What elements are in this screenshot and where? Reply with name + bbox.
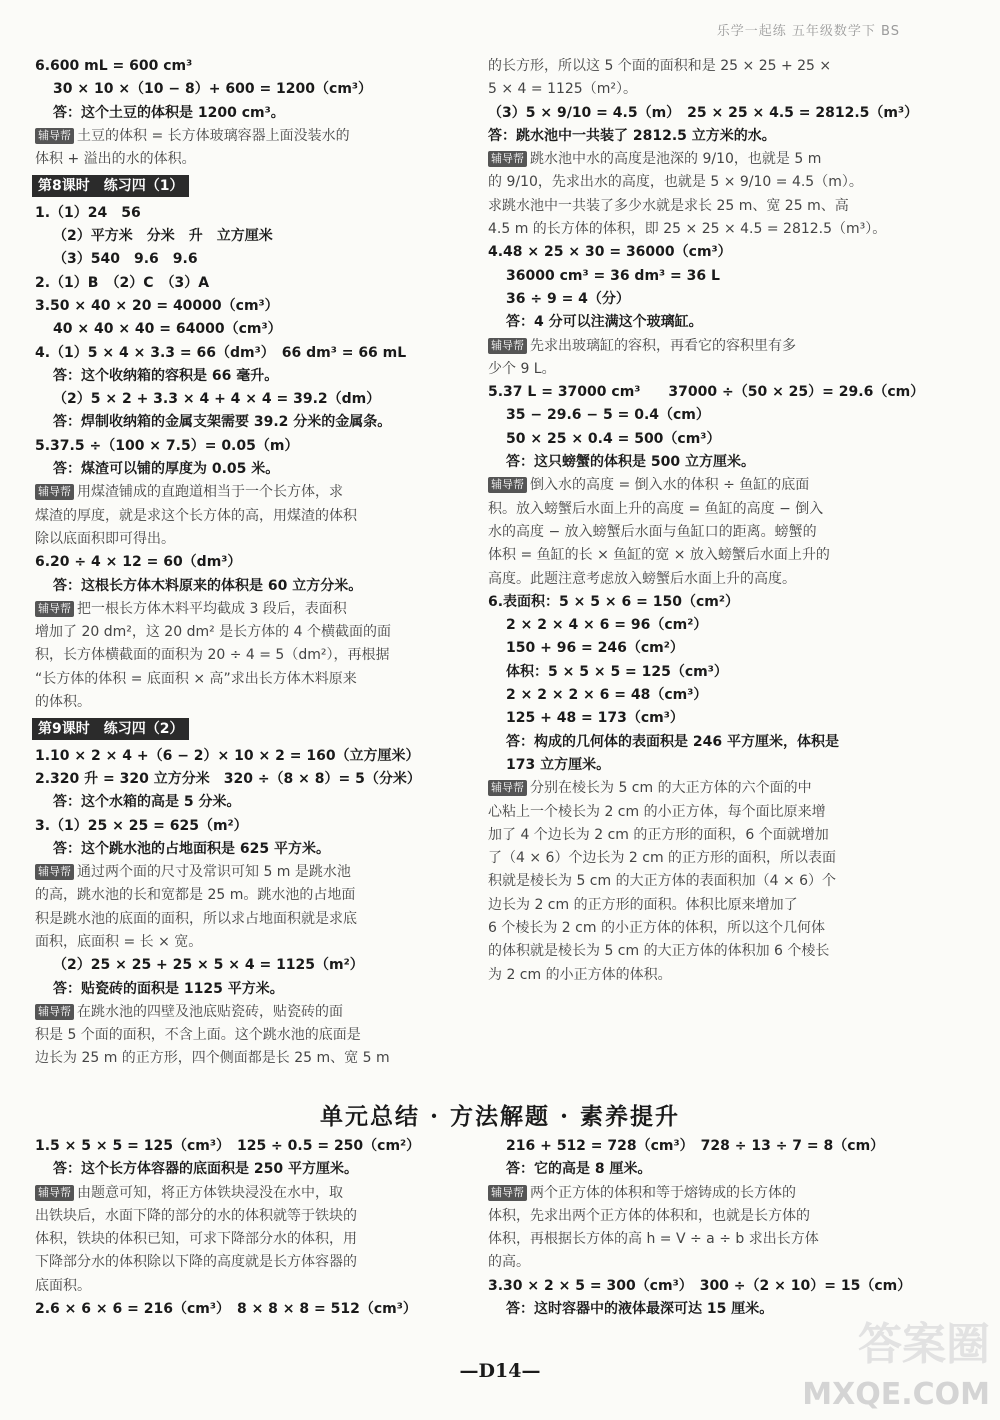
text-line	[488, 404, 900, 427]
text-line	[488, 917, 900, 940]
text-line	[488, 544, 900, 567]
text-line	[35, 978, 460, 1001]
text-line	[488, 870, 900, 893]
text-line	[35, 1251, 460, 1274]
text-line	[35, 954, 460, 977]
text-line	[35, 458, 460, 481]
text-line	[35, 295, 460, 318]
line-text: 面积，底面积 = 长 × 宽。	[35, 933, 203, 950]
text-line	[35, 691, 460, 714]
text-line	[35, 1001, 460, 1024]
text-line	[488, 241, 900, 264]
lesson-heading	[32, 718, 460, 741]
text-line	[488, 1135, 900, 1158]
text-line	[35, 908, 460, 931]
tutor-tag: 辅导帮	[35, 128, 74, 144]
text-line	[35, 884, 460, 907]
line-text: 出铁块后，水面下降的部分的水的体积就等于铁块的	[35, 1207, 357, 1224]
line-text: 6 个棱长为 2 cm 的小正方体的体积，所以这个几何体	[488, 919, 825, 936]
line-text: 1.10 × 2 × 4 +（6 − 2）× 10 × 2 = 160（立方厘米）	[35, 747, 420, 764]
text-line	[488, 358, 900, 381]
text-line	[35, 1228, 460, 1251]
text-line	[35, 78, 460, 101]
text-line	[488, 940, 900, 963]
line-text: 积是 5 个面的面积，不含上面。这个跳水池的底面是	[35, 1027, 361, 1044]
text-line	[488, 498, 900, 521]
line-text: 通过两个面的尺寸及常识可知 5 m 是跳水池	[77, 864, 351, 881]
line-text: （3）540 9.6 9.6	[53, 251, 198, 268]
line-text: 答：它的高是 8 厘米。	[506, 1161, 652, 1178]
text-line	[488, 1228, 900, 1251]
line-text: 3.30 × 2 × 5 = 300（cm³） 300 ÷（2 × 10）= 15（cm）	[488, 1277, 912, 1294]
lesson-heading-text: 第8课时 练习四（1）	[32, 175, 189, 197]
text-line	[35, 621, 460, 644]
text-line	[488, 824, 900, 847]
text-line	[35, 791, 460, 814]
text-line	[35, 1024, 460, 1047]
line-text: 的体积。	[35, 694, 91, 711]
text-line	[488, 521, 900, 544]
line-text: 答：这根长方体木料原来的体积是 60 立方分米。	[53, 577, 363, 594]
page-header: 乐学一起练 五年级数学下 BS	[716, 24, 900, 39]
text-line	[488, 55, 900, 78]
text-line	[488, 614, 900, 637]
line-text: 倒入水的高度 = 倒入水的体积 ÷ 鱼缸的底面	[530, 477, 810, 494]
line-text: 2.（1）B （2）C （3）A	[35, 274, 210, 291]
tutor-tag: 辅导帮	[488, 151, 527, 167]
line-text: 1.5 × 5 × 5 = 125（cm³） 125 ÷ 0.5 = 250（cm²）	[35, 1138, 421, 1154]
line-text: 答：焊制收纳箱的金属支架需要 39.2 分米的金属条。	[53, 414, 392, 431]
line-text: 体积，铁块的体积已知，可求下降部分水的体积，用	[35, 1231, 357, 1248]
text-line	[488, 311, 900, 334]
text-line	[488, 777, 900, 800]
text-line	[488, 684, 900, 707]
text-line	[35, 1298, 460, 1321]
bottom-right-column	[488, 1135, 912, 1321]
line-text: “长方体的体积 = 底面积 × 高”求出长方体木料原来	[35, 670, 357, 687]
line-text: （2）5 × 2 + 3.3 × 4 + 4 × 4 = 39.2（dm）	[53, 391, 381, 408]
line-text: 增加了 20 dm²，这 20 dm² 是长方体的 4 个横截面的面	[35, 624, 391, 641]
text-line	[35, 668, 460, 691]
line-text: 边长为 2 cm 的正方形的面积。体积比原来增加了	[488, 896, 798, 913]
line-text: 36000 cm³ = 36 dm³ = 36 L	[506, 267, 720, 284]
text-line	[488, 568, 900, 591]
text-line	[35, 1275, 460, 1298]
line-text: 4.48 × 25 × 30 = 36000（cm³）	[488, 244, 732, 261]
line-text: 答：贴瓷砖的面积是 1125 平方米。	[53, 980, 284, 997]
tutor-tag: 辅导帮	[35, 484, 74, 500]
line-text: 6.20 ÷ 4 × 12 = 60（dm³）	[35, 554, 242, 571]
watermark-logo: 答案圈	[858, 1319, 990, 1370]
line-text: 5 × 4 = 1125（m²）。	[488, 81, 637, 98]
text-line	[488, 707, 900, 730]
line-text: 边长为 25 m 的正方形，四个侧面都是长 25 m、宽 5 m	[35, 1050, 390, 1067]
text-line	[35, 411, 460, 434]
tutor-tag: 辅导帮	[35, 601, 74, 617]
text-line	[35, 815, 460, 838]
right-column	[488, 55, 925, 987]
text-line	[488, 474, 900, 497]
tutor-tag: 辅导帮	[35, 1185, 74, 1201]
line-text: 答：跳水池中一共装了 2812.5 立方米的水。	[488, 127, 776, 144]
bottom-left-column	[35, 1135, 460, 1321]
tutor-tag: 辅导帮	[488, 780, 527, 796]
line-text: 6.表面积：5 × 5 × 6 = 150（cm²）	[488, 593, 739, 610]
text-line	[488, 428, 900, 451]
line-text: 体积，再根据长方体的高 h = V ÷ a ÷ b 求出长方体	[488, 1231, 819, 1248]
line-text: 的体积就是棱长为 5 cm 的大正方体的体积加 6 个棱长	[488, 943, 830, 960]
line-text: 2.320 升 = 320 立方分米 320 ÷（8 × 8）= 5（分米）	[35, 770, 421, 787]
line-text: 积是跳水池的底面的面积，所以求占地面积就是求底	[35, 910, 357, 927]
text-line	[35, 931, 460, 954]
text-line	[35, 202, 460, 225]
text-line	[35, 745, 460, 768]
line-text: 积，长方体横截面的面积为 20 ÷ 4 = 5（dm²），再根据	[35, 647, 390, 664]
text-line	[35, 505, 460, 528]
text-line	[488, 637, 900, 660]
line-text: 2.6 × 6 × 6 = 216（cm³） 8 × 8 × 8 = 512（cm³）	[35, 1301, 417, 1318]
text-line	[488, 195, 900, 218]
line-text: 煤渣的厚度，就是求这个长方体的高，用煤渣的体积	[35, 507, 357, 524]
line-text: 的 9/10，先求出水的高度，也就是 5 × 9/10 = 4.5（m）。	[488, 174, 863, 191]
text-line	[35, 272, 460, 295]
page-number: —D14—	[459, 1360, 541, 1382]
lesson-heading	[32, 175, 460, 198]
line-text: 35 − 29.6 − 5 = 0.4（cm）	[506, 407, 710, 424]
text-line	[488, 288, 900, 311]
line-text: 答：4 分可以注满这个玻璃缸。	[506, 314, 703, 331]
text-line	[488, 801, 900, 824]
line-text: 6.600 mL = 600 cm³	[35, 58, 193, 74]
line-text: 4.（1）5 × 4 × 3.3 = 66（dm³） 66 dm³ = 66 mL	[35, 344, 407, 361]
line-text: 4.5 m 的长方体的体积，即 25 × 25 × 4.5 = 2812.5（m³）。	[488, 221, 887, 238]
line-text: 体积 = 鱼缸的长 × 鱼缸的宽 × 放入螃蟹后水面上升的	[488, 547, 830, 564]
line-text: 除以底面积即可得出。	[35, 530, 175, 547]
line-text: 36 ÷ 9 = 4（分）	[506, 290, 630, 307]
text-line	[35, 388, 460, 411]
text-line	[35, 575, 460, 598]
line-text: 积。放入螃蟹后水面上升的高度 = 鱼缸的高度 − 倒入	[488, 500, 824, 517]
text-line	[488, 964, 900, 987]
line-text: 5.37.5 ÷（100 × 7.5）= 0.05（m）	[35, 437, 299, 454]
tutor-tag: 辅导帮	[35, 864, 74, 880]
text-line	[35, 1182, 460, 1205]
text-line	[35, 148, 460, 171]
text-line	[488, 1205, 900, 1228]
line-text: 体积，先求出两个正方体的体积和，也就是长方体的	[488, 1207, 810, 1224]
text-line	[35, 598, 460, 621]
text-line	[35, 55, 460, 78]
line-text: 在跳水池的四壁及池底贴瓷砖，贴瓷砖的面	[77, 1003, 343, 1020]
line-text: 了（4 × 6）个边长为 2 cm 的正方形的面积，所以表面	[488, 850, 837, 867]
text-line	[35, 838, 460, 861]
line-text: 2 × 2 × 4 × 6 = 96（cm²）	[506, 617, 708, 634]
line-text: 体积 + 溢出的水的体积。	[35, 151, 196, 168]
tutor-tag: 辅导帮	[488, 1185, 527, 1201]
line-text: 3.（1）25 × 25 = 625（m²）	[35, 817, 248, 834]
text-line	[488, 1275, 912, 1298]
watermark-url: MXQE.COM	[802, 1377, 990, 1412]
text-line	[35, 551, 460, 574]
line-text: 高度。此题注意考虑放入螃蟹后水面上升的高度。	[488, 570, 796, 587]
text-line	[488, 218, 900, 241]
line-text: 的高，跳水池的长和宽都是 25 m。跳水池的占地面	[35, 887, 356, 904]
line-text: 答：这个收纳箱的容积是 66 毫升。	[53, 367, 279, 384]
text-line	[35, 342, 460, 365]
text-line	[35, 644, 460, 667]
text-line	[35, 861, 460, 884]
text-line	[488, 1182, 900, 1205]
text-line	[488, 1298, 900, 1321]
tutor-tag: 辅导帮	[488, 477, 527, 493]
line-text: 下降部分水的体积除以下降的高度就是长方体容器的	[35, 1254, 357, 1271]
text-line	[35, 1047, 460, 1070]
text-line	[488, 731, 900, 754]
section-title: 单元总结 · 方法解题 · 素养提升	[319, 1103, 681, 1130]
line-text: 求跳水池中一共装了多少水就是求长 25 m、宽 25 m、高	[488, 197, 849, 214]
line-text: （2）平方米 分米 升 立方厘米	[53, 228, 273, 245]
text-line	[35, 365, 460, 388]
text-line	[35, 435, 460, 458]
line-text: 216 + 512 = 728（cm³） 728 ÷ 13 ÷ 7 = 8（cm）	[506, 1138, 885, 1154]
text-line	[488, 125, 900, 148]
text-line	[35, 481, 460, 504]
line-text: 底面积。	[35, 1277, 91, 1294]
line-text: 土豆的体积 = 长方体玻璃容器上面没装水的	[77, 127, 350, 144]
line-text: 3.50 × 40 × 20 = 40000（cm³）	[35, 297, 279, 314]
line-text: 125 + 48 = 173（cm³）	[506, 710, 684, 727]
line-text: 答：这个水箱的高是 5 分米。	[53, 794, 241, 811]
text-line	[488, 148, 900, 171]
line-text: 30 × 10 ×（10 − 8）+ 600 = 1200（cm³）	[53, 81, 373, 98]
text-line	[35, 225, 460, 248]
text-line	[488, 847, 900, 870]
line-text: 50 × 25 × 0.4 = 500（cm³）	[506, 430, 721, 447]
line-text: 5.37 L = 37000 cm³ 37000 ÷（50 × 25）= 29.6（cm）	[488, 384, 925, 401]
line-text: 150 + 96 = 246（cm²）	[506, 640, 684, 657]
text-line	[35, 1135, 460, 1158]
line-text: 为 2 cm 的小正方体的体积。	[488, 966, 672, 983]
text-line	[35, 528, 460, 551]
line-text: （2）25 × 25 + 25 × 5 × 4 = 1125（m²）	[53, 957, 364, 974]
line-text: 答：这个长方体容器的底面积是 250 平方厘米。	[53, 1161, 358, 1178]
line-text: 40 × 40 × 40 = 64000（cm³）	[53, 321, 282, 338]
left-column	[35, 55, 460, 1071]
text-line	[488, 451, 900, 474]
line-text: 答：构成的几何体的表面积是 246 平方厘米，体积是	[506, 733, 839, 750]
line-text: 2 × 2 × 2 × 6 = 48（cm³）	[506, 687, 708, 704]
line-text: 的高。	[488, 1254, 530, 1271]
text-line	[488, 591, 900, 614]
tutor-tag: 辅导帮	[35, 1004, 74, 1020]
text-line	[488, 661, 900, 684]
line-text: 心粘上一个棱长为 2 cm 的小正方体，每个面比原来增	[488, 803, 826, 820]
text-line	[35, 318, 460, 341]
line-text: 少个 9 L。	[488, 360, 556, 377]
text-line	[488, 78, 900, 101]
text-line	[35, 1158, 460, 1181]
line-text: 先求出玻璃缸的容积，再看它的容积里有多	[530, 337, 796, 354]
line-text: 体积：5 × 5 × 5 = 125（cm³）	[506, 663, 728, 680]
line-text: 用煤渣铺成的直跑道相当于一个长方体，求	[77, 484, 343, 501]
text-line	[35, 768, 460, 791]
line-text: 答：这个跳水池的占地面积是 625 平方米。	[53, 840, 330, 857]
text-line	[488, 1158, 900, 1181]
text-line	[488, 894, 900, 917]
line-text: 的长方形，所以这 5 个面的面积和是 25 × 25 + 25 ×	[488, 58, 832, 74]
tutor-tag: 辅导帮	[488, 338, 527, 354]
text-line	[488, 1251, 900, 1274]
line-text: 两个正方体的体积和等于熔铸成的长方体的	[530, 1184, 796, 1201]
text-line	[488, 265, 900, 288]
line-text: 1.（1）24 56	[35, 204, 141, 221]
text-line	[35, 102, 460, 125]
lesson-heading-text: 第9课时 练习四（2）	[32, 718, 189, 740]
line-text: 水的高度 − 放入螃蟹后水面与鱼缸口的距离。螃蟹的	[488, 523, 817, 540]
line-text: （3）5 × 9/10 = 4.5（m） 25 × 25 × 4.5 = 2812.5（m³）	[488, 104, 919, 121]
text-line	[488, 335, 900, 358]
text-line	[488, 381, 925, 404]
line-text: 173 立方厘米。	[506, 756, 611, 773]
line-text: 跳水池中水的高度是池深的 9/10，也就是 5 m	[530, 151, 822, 168]
text-line	[35, 125, 460, 148]
line-text: 答：这时容器中的液体最深可达 15 厘米。	[506, 1301, 774, 1318]
line-text: 把一根长方体木料平均截成 3 段后，表面积	[77, 600, 347, 617]
text-line	[488, 754, 900, 777]
line-text: 积就是棱长为 5 cm 的大正方体的表面积加（4 × 6）个	[488, 873, 837, 890]
text-line	[488, 102, 919, 125]
text-line	[488, 171, 900, 194]
line-text: 由题意可知，将正方体铁块浸没在水中，取	[77, 1184, 343, 1201]
text-line	[35, 1205, 460, 1228]
line-text: 分别在棱长为 5 cm 的大正方体的六个面的中	[530, 780, 812, 797]
line-text: 答：这只螃蟹的体积是 500 立方厘米。	[506, 454, 755, 471]
text-line	[35, 248, 460, 271]
line-text: 答：这个土豆的体积是 1200 cm³。	[53, 104, 285, 121]
line-text: 加了 4 个边长为 2 cm 的正方形的面积，6 个面就增加	[488, 826, 829, 843]
line-text: 答：煤渣可以铺的厚度为 0.05 米。	[53, 461, 280, 478]
